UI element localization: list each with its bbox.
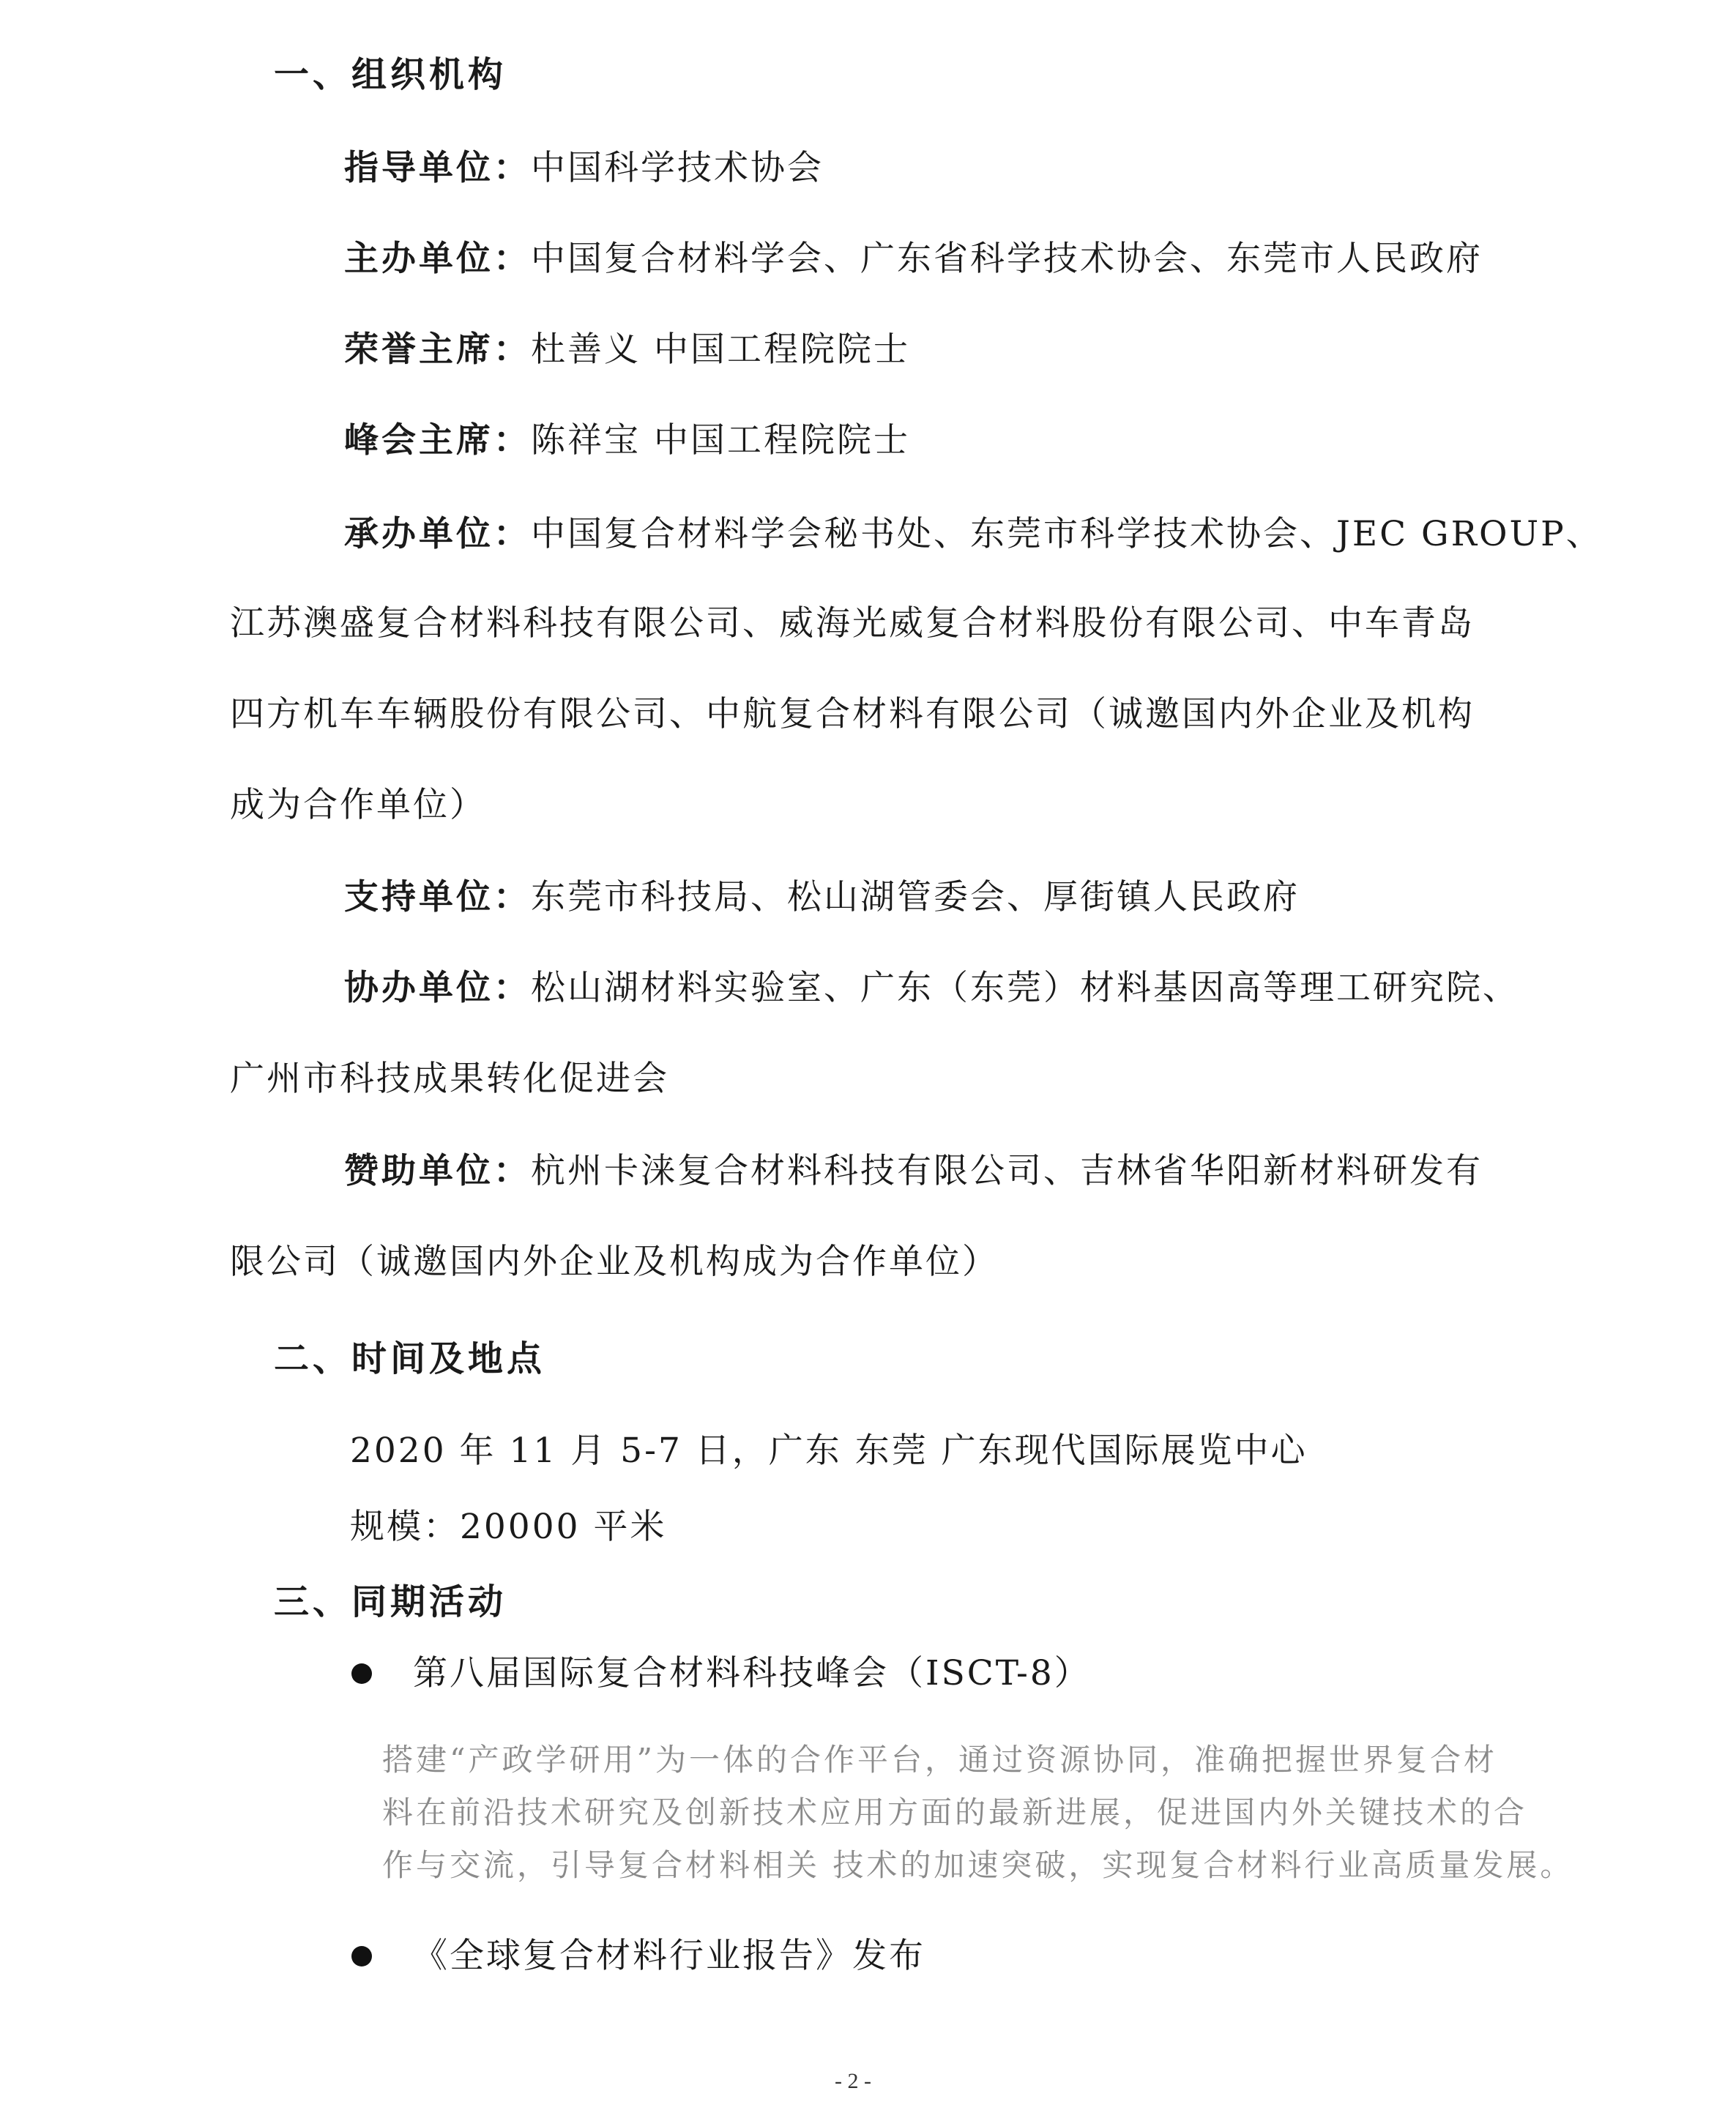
org-sponsor-line1: 杭州卡涞复合材料科技有限公司、吉林省华阳新材料研发有 (531, 1151, 1483, 1191)
org-sponsor-row (344, 1149, 1483, 1193)
org-guide-label: 指导单位： (344, 148, 531, 188)
org-summit-chair-value: 陈祥宝 中国工程院院士 (531, 420, 910, 461)
event-isct8-desc-line3: 作与交流，引导复合材料相关 技术的加速突破，实现复合材料行业高质量发展。 (382, 1847, 1574, 1883)
org-guide-value: 中国科学技术协会 (531, 148, 824, 188)
org-coorganizer-line2: 广州市科技成果转化促进会 (230, 1059, 669, 1099)
org-organizer-line4: 成为合作单位） (230, 785, 486, 825)
org-support-label: 支持单位： (344, 877, 531, 917)
event-scale: 规模：20000 平米 (350, 1507, 667, 1547)
section-heading-time-place: 二、时间及地点 (274, 1338, 546, 1379)
org-coorganizer-label: 协办单位： (344, 968, 531, 1008)
event-isct8-desc-line2: 料在前沿技术研究及创新技术应用方面的最新进展，促进国内外关键技术的合 (382, 1794, 1528, 1830)
org-honorary-chair-value: 杜善义 中国工程院院士 (531, 329, 910, 370)
event-date-location: 2020 年 11 月 5-7 日，广东 东莞 广东现代国际展览中心 (350, 1431, 1308, 1471)
event-report-title: 《全球复合材料行业报告》发布 (413, 1936, 925, 1976)
org-honorary-chair-row (344, 328, 910, 372)
bullet-icon (351, 1663, 372, 1684)
org-support-value: 东莞市科技局、松山湖管委会、厚街镇人民政府 (531, 877, 1300, 917)
section-heading-organization: 一、组织机构 (274, 54, 507, 95)
org-sponsor-label: 赞助单位： (344, 1151, 531, 1191)
org-organizer-label: 承办单位： (344, 514, 531, 554)
org-host-row (344, 237, 1483, 281)
page-number: - 2 - (835, 2069, 871, 2093)
org-coorganizer-row (344, 966, 1519, 1010)
org-host-value: 中国复合材料学会、广东省科学技术协会、东莞市人民政府 (531, 239, 1483, 279)
org-summit-chair-label: 峰会主席： (344, 420, 531, 461)
org-organizer-line2: 江苏澳盛复合材料科技有限公司、威海光威复合材料股份有限公司、中车青岛 (230, 603, 1475, 644)
org-honorary-chair-label: 荣誉主席： (344, 329, 531, 370)
event-isct8-title: 第八届国际复合材料科技峰会（ISCT-8） (413, 1653, 1091, 1693)
org-organizer-line1: 中国复合材料学会秘书处、东莞市科学技术协会、JEC GROUP、 (531, 514, 1603, 554)
org-coorganizer-line1: 松山湖材料实验室、广东（东莞）材料基因高等理工研究院、 (531, 968, 1519, 1008)
org-sponsor-line2: 限公司（诚邀国内外企业及机构成为合作单位） (230, 1242, 999, 1282)
event-isct8-desc-line1: 搭建“产政学研用”为一体的合作平台，通过资源协同，准确把握世界复合材 (382, 1742, 1497, 1778)
section-heading-concurrent-events: 三、同期活动 (274, 1581, 507, 1622)
org-host-label: 主办单位： (344, 239, 531, 279)
org-guide-row (344, 146, 824, 190)
org-organizer-line3: 四方机车车辆股份有限公司、中航复合材料有限公司（诚邀国内外企业及机构 (230, 694, 1475, 734)
org-summit-chair-row (344, 419, 910, 463)
org-organizer-row (344, 512, 1603, 556)
bullet-icon (351, 1946, 372, 1967)
org-support-row (344, 876, 1300, 920)
